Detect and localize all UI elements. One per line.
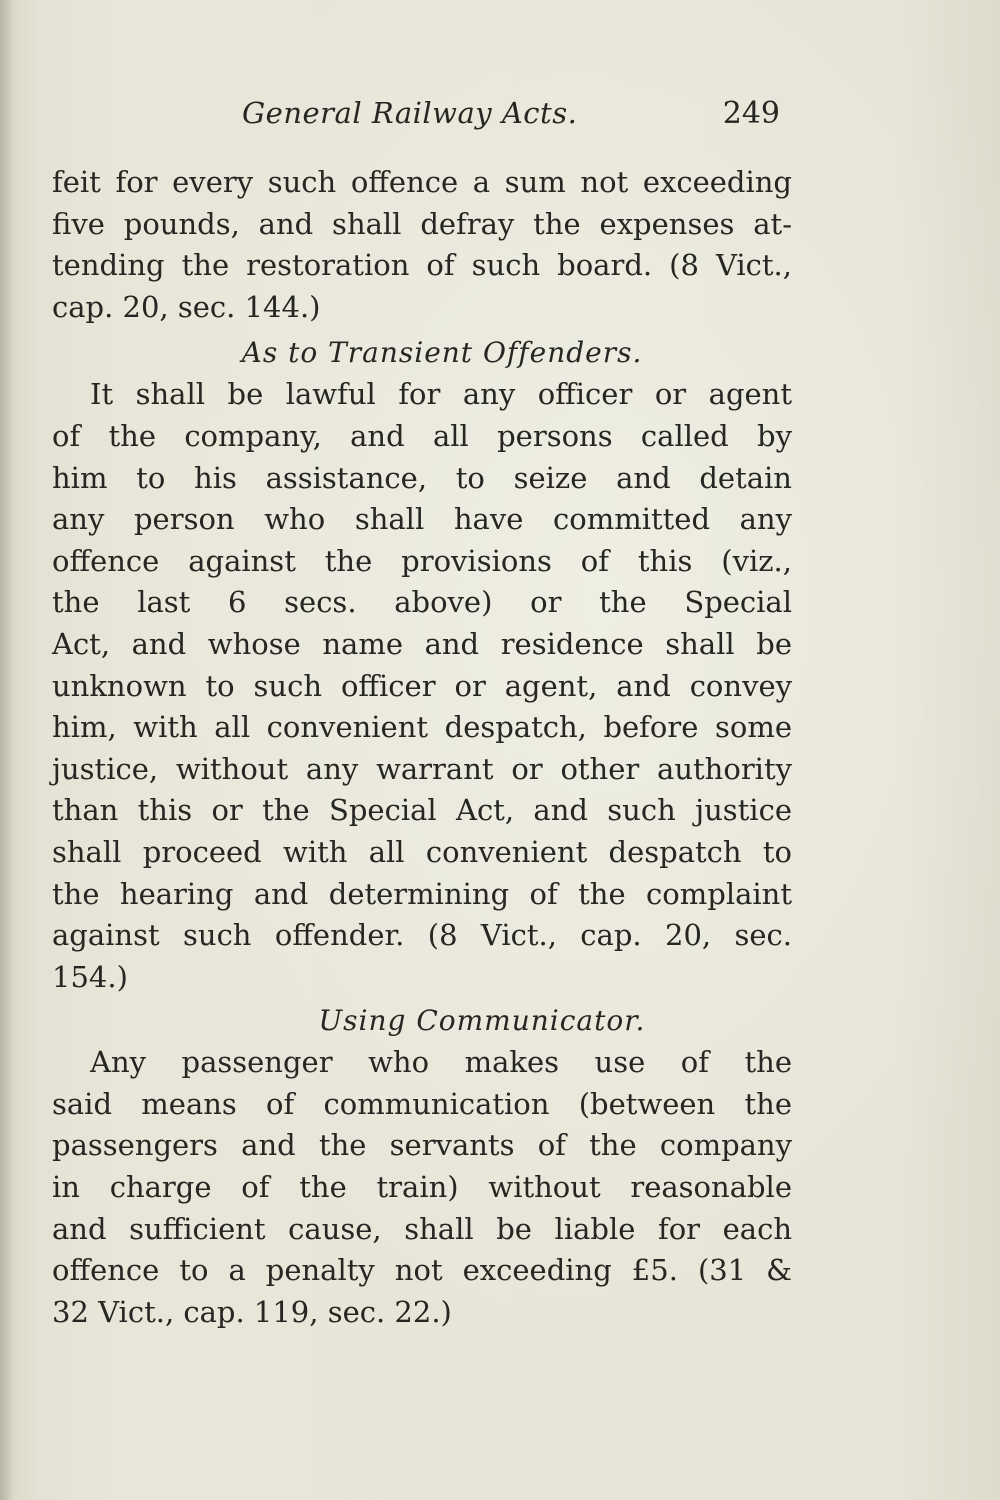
- text-line: than this or the Special Act, and such justice: [52, 793, 792, 828]
- text-line: five pounds, and shall defray the expenses at-: [52, 206, 792, 241]
- text-line: in charge of the train) without reasonable: [52, 1170, 792, 1205]
- text-line: Any passenger who makes use of the: [90, 1045, 792, 1080]
- text-line: Act, and whose name and residence shall be: [52, 626, 792, 661]
- section-heading-transient-offenders: As to Transient Offenders.: [241, 336, 643, 370]
- section-heading-using-communicator: Using Communicator.: [318, 1004, 646, 1038]
- text-line: said means of communication (between the: [52, 1086, 792, 1121]
- page-number: 249: [722, 96, 780, 131]
- running-head: [52, 96, 780, 136]
- paragraph-transient-offenders: [52, 374, 792, 998]
- text-line: the last 6 secs. above) or the Special: [52, 585, 792, 620]
- text-line: shall proceed with all convenient despatch to: [52, 834, 792, 869]
- running-title: General Railway Acts.: [242, 96, 578, 130]
- text-line: 154.): [52, 959, 128, 994]
- text-line: against such offender. (8 Vict., cap. 20, sec.: [52, 918, 792, 953]
- text-line: any person who shall have committed any: [52, 502, 792, 537]
- text-line: offence against the provisions of this (viz.,: [52, 543, 792, 578]
- text-line: 32 Vict., cap. 119, sec. 22.): [52, 1294, 452, 1329]
- text-line: tending the restoration of such board. (8 Vict.,: [52, 248, 792, 283]
- text-line: It shall be lawful for any officer or agent: [90, 377, 792, 412]
- text-line: and sufficient cause, shall be liable for each: [52, 1211, 792, 1246]
- text-line: of the company, and all persons called by: [52, 418, 792, 453]
- text-line: the hearing and determining of the complaint: [52, 876, 792, 911]
- body-text: [52, 162, 792, 1333]
- text-line: passengers and the servants of the company: [52, 1128, 792, 1163]
- gutter-shadow: [0, 0, 14, 1500]
- text-line: feit for every such offence a sum not exceeding: [52, 165, 792, 199]
- text-line: unknown to such officer or agent, and convey: [52, 668, 792, 703]
- paragraph-continuation: [52, 162, 792, 328]
- text-line: him to his assistance, to seize and detain: [52, 460, 792, 495]
- paragraph-using-communicator: [52, 1042, 792, 1333]
- text-line: him, with all convenient despatch, before some: [52, 710, 792, 745]
- text-line: cap. 20, sec. 144.): [52, 289, 321, 324]
- text-line: offence to a penalty not exceeding £5. (31 &: [52, 1253, 792, 1288]
- text-line: justice, without any warrant or other authority: [52, 751, 792, 786]
